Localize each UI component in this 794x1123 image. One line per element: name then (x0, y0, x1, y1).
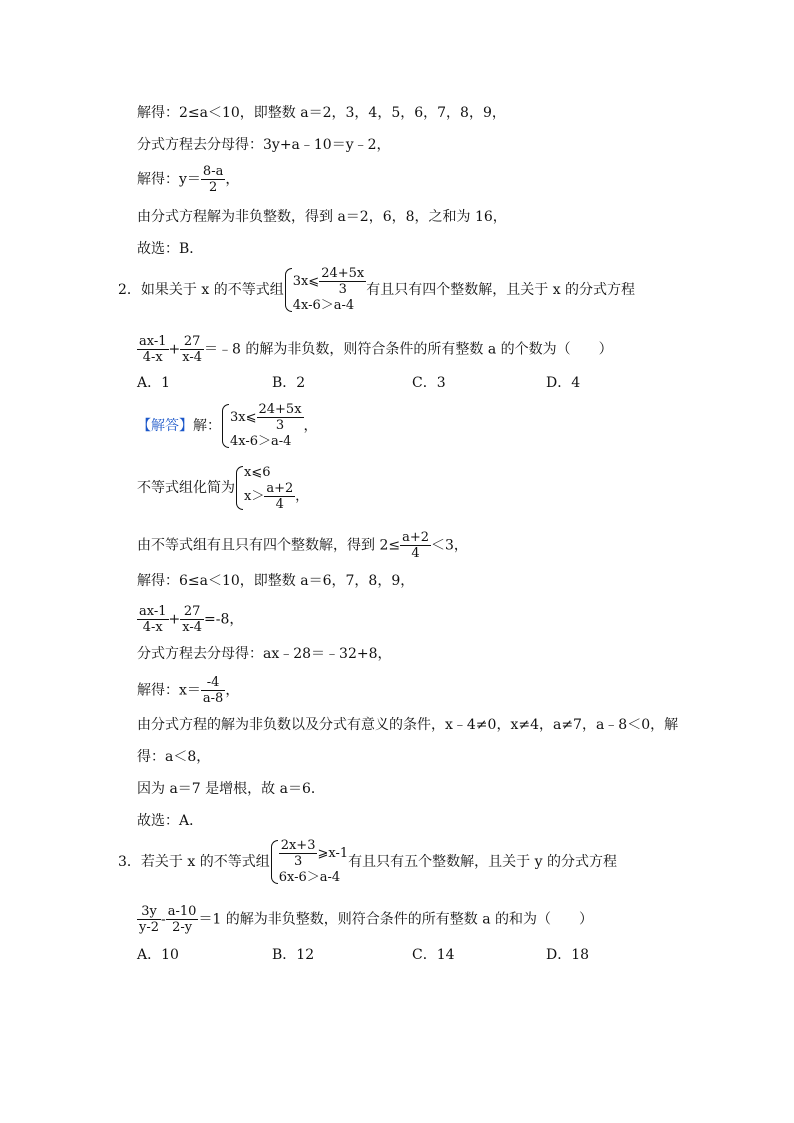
system-row (293, 266, 367, 297)
fraction (180, 604, 204, 635)
option-a: A．10 (137, 947, 179, 963)
numerator: 27 (180, 334, 204, 350)
system-row: x⩽6 (244, 465, 271, 480)
text: x＞ (244, 489, 265, 504)
fraction (180, 334, 204, 365)
system-row (230, 402, 304, 433)
fraction (201, 164, 225, 195)
text-line (137, 530, 468, 561)
denominator: 2 (208, 180, 218, 195)
option-d: D．4 (546, 375, 581, 391)
text: ⩾x-1 (317, 846, 349, 861)
inequality-system (270, 838, 348, 886)
denominator: 4-x (142, 620, 163, 635)
text-line: 解得：2≤a＜10，即整数 a＝2，3，4，5，6，7，8，9， (137, 105, 506, 121)
text: 解： (193, 418, 221, 434)
numerator: ax-1 (139, 334, 167, 349)
option-c: C．14 (412, 947, 455, 963)
denominator: x-4 (182, 350, 203, 365)
system-row: 6x-6＞a-4 (278, 870, 341, 885)
text-line: 解得：6≤a＜10，即整数 a＝6，7，8，9， (137, 573, 415, 589)
text: 由不等式组有且只有四个整数解，得到 2≤ (137, 537, 401, 554)
text-line: 由分式方程解为非负整数，得到 a＝2，6，8，之和为 16， (137, 209, 507, 225)
text: 不等式组化简为 (137, 480, 235, 496)
solution-2-start (137, 402, 318, 450)
numerator: 3y (137, 904, 161, 920)
numerator: -4 (201, 675, 225, 691)
text-line: 得：a＜8， (137, 749, 211, 765)
text: + (168, 341, 181, 358)
text: 有且只有四个整数解，且关于 x 的分式方程 (366, 282, 636, 298)
text: 3x⩽ (230, 410, 257, 425)
denominator: a-8 (202, 691, 224, 706)
option-d: D．18 (546, 947, 590, 963)
text: ＝﹣8 的解为非负数，则符合条件的所有整数 a 的个数为（ ） (204, 341, 613, 358)
text: 解得：x＝ (137, 682, 201, 699)
fraction (264, 481, 295, 512)
fraction (257, 402, 304, 433)
fraction (137, 904, 161, 935)
text-line: 故选：B． (137, 241, 204, 257)
text: 2．如果关于 x 的不等式组 (118, 282, 284, 298)
fraction (137, 334, 169, 365)
text-line: 故选：A． (137, 813, 204, 829)
fraction (166, 904, 199, 935)
fraction (279, 838, 318, 869)
denominator: 4-x (142, 350, 163, 365)
denominator: 4 (275, 497, 284, 512)
question-3-equation (137, 904, 593, 935)
simplified-system (137, 464, 308, 512)
denominator: 3 (338, 282, 347, 297)
text-line: 因为 a＝7 是增根，故 a＝6． (137, 781, 325, 797)
inequality-system (284, 266, 367, 314)
text-line (137, 675, 239, 706)
denominator: 3 (275, 418, 285, 433)
numerator: 24+5x (321, 266, 365, 281)
fraction (400, 530, 431, 561)
question-3-stem (118, 838, 617, 886)
denominator: 2-y (172, 920, 193, 935)
text: ， (295, 489, 309, 504)
system-row (279, 838, 348, 869)
text-line: 分式方程去分母得：3y+a﹣10＝y﹣2， (137, 137, 391, 153)
fraction (201, 675, 225, 706)
numerator: 27 (180, 604, 204, 620)
text: ＝1 的解为非负整数，则符合条件的所有整数 a 的和为（ ） (198, 911, 594, 928)
numerator: 2x+3 (280, 838, 316, 853)
text: ， (303, 418, 318, 434)
option-b: B．12 (272, 947, 315, 963)
text: 3x⩽ (292, 274, 320, 289)
numerator: a-10 (167, 904, 197, 919)
fraction (319, 266, 366, 297)
text: =-8， (204, 611, 244, 628)
system-row: 4x-6＞a-4 (230, 434, 292, 449)
text-line: 分式方程去分母得：ax﹣28＝﹣32+8， (137, 646, 392, 662)
option-a: A．1 (137, 375, 171, 391)
question-2-stem (118, 266, 635, 314)
inequality-system (235, 464, 308, 512)
option-b: B．2 (272, 375, 306, 391)
numerator: a+2 (402, 530, 430, 545)
denominator: 4 (411, 546, 420, 561)
denominator: x-4 (182, 620, 203, 635)
numerator: a+2 (266, 481, 294, 496)
system-row (244, 481, 308, 512)
equation-line (137, 604, 243, 635)
text: 有且只有五个整数解，且关于 y 的分式方程 (348, 854, 617, 870)
text: 3．若关于 x 的不等式组 (118, 854, 270, 870)
text: - (161, 911, 166, 928)
text: 解得：y＝ (137, 171, 201, 188)
text-line (137, 164, 239, 195)
numerator: 8-a (202, 164, 224, 179)
numerator: 24+5x (258, 402, 302, 417)
fraction (137, 604, 169, 635)
question-2-equation (137, 334, 613, 365)
numerator: ax-1 (139, 604, 167, 619)
system-row: 4x-6＞a-4 (292, 298, 355, 313)
text-line: 由分式方程的解为非负数以及分式有意义的条件，x﹣4≠0，x≠4，a≠7，a﹣8＜0，解 (137, 717, 679, 733)
option-c: C．3 (412, 375, 446, 391)
text: ， (225, 682, 240, 699)
text: ， (225, 171, 240, 188)
text: + (168, 611, 181, 628)
answer-tag: 【解答】 (137, 418, 193, 434)
denominator: y-2 (139, 920, 160, 935)
text: ＜3， (431, 537, 468, 554)
denominator: 3 (293, 854, 303, 869)
inequality-system (221, 402, 304, 450)
